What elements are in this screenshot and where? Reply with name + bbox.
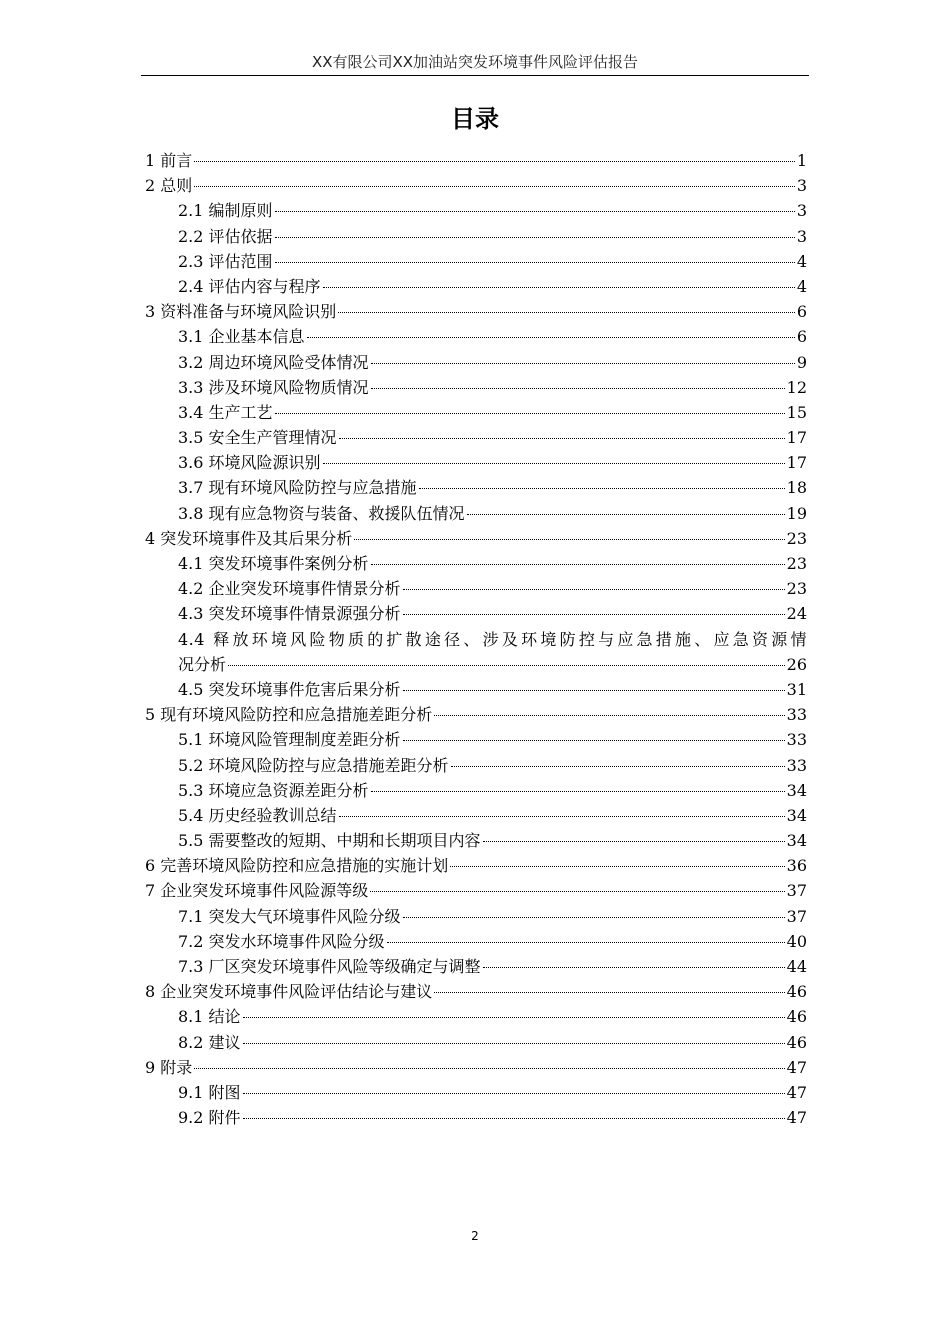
dot-leader — [339, 438, 785, 439]
toc-entry-label-continued — [178, 652, 807, 677]
toc-entry-page: 44 — [786, 957, 807, 977]
dot-leader — [243, 1118, 785, 1119]
toc-entry-page: 40 — [786, 931, 807, 951]
toc-entry-page: 6 — [796, 302, 807, 322]
toc-entry-label: 3.2 周边环境风险受体情况 — [178, 352, 369, 372]
toc-entry-label: 8 企业突发环境事件风险评估结论与建议 — [145, 982, 433, 1002]
toc-entry-label: 4.1 突发环境事件案例分析 — [178, 554, 369, 573]
dot-leader — [194, 186, 795, 187]
toc-entry-page: 47 — [786, 1108, 807, 1128]
toc-entry-page: 46 — [786, 982, 807, 1002]
dot-leader — [275, 262, 795, 263]
toc-entry[interactable] — [145, 803, 807, 828]
toc-entry-label: 7.2 突发水环境事件风险分级 — [178, 931, 385, 951]
toc-entry[interactable] — [145, 224, 807, 249]
toc-entry-label: 5 现有环境风险防控和应急措施差距分析 — [145, 705, 433, 725]
toc-entry-page: 23 — [786, 528, 807, 548]
toc-entry-page: 12 — [786, 377, 807, 397]
toc-entry-page: 3 — [796, 226, 807, 246]
toc-entry[interactable] — [145, 375, 807, 400]
toc-entry-page: 6 — [796, 327, 807, 347]
dot-leader — [371, 564, 785, 565]
toc-entry[interactable] — [145, 450, 807, 475]
dot-leader — [371, 791, 785, 792]
toc-entry-label: 3.4 生产工艺 — [178, 402, 273, 422]
toc-entry[interactable] — [145, 198, 807, 223]
dot-leader — [403, 690, 785, 691]
toc-entry-label: 4.2 企业突发环境事件情景分析 — [178, 579, 401, 599]
toc-entry[interactable] — [145, 1004, 807, 1029]
toc-entry-page: 36 — [786, 856, 807, 876]
toc-entry-label: 2.3 评估范围 — [178, 251, 273, 271]
dot-leader — [275, 211, 795, 212]
toc-entry[interactable] — [145, 425, 807, 450]
dot-leader — [194, 1068, 784, 1069]
toc-entry-page: 17 — [786, 428, 807, 448]
toc-entry-page: 9 — [796, 352, 807, 372]
dot-leader — [371, 388, 785, 389]
toc-entry-label: 3.3 涉及环境风险物质情况 — [178, 377, 369, 397]
toc-entry-label-continuation: 况分析 — [178, 654, 227, 674]
dot-leader — [243, 1043, 785, 1044]
toc-entry-page: 3 — [796, 176, 807, 196]
toc-entry[interactable] — [145, 1105, 807, 1130]
header-divider — [141, 75, 809, 76]
toc-entry-page: 4 — [796, 251, 807, 271]
toc-entry-page: 33 — [786, 705, 807, 725]
toc-entry[interactable] — [145, 576, 807, 601]
page-title: 目录 — [451, 105, 499, 133]
toc-entry[interactable] — [145, 929, 807, 954]
toc-entry-label: 9.1 附图 — [178, 1082, 241, 1102]
toc-entry-page: 1 — [796, 151, 807, 170]
dot-leader — [370, 891, 784, 892]
toc-entry-label: 3.7 现有环境风险防控与应急措施 — [178, 478, 417, 498]
dot-leader — [403, 614, 785, 615]
toc-entry-label: 9 附录 — [145, 1057, 193, 1077]
dot-leader — [354, 539, 784, 540]
toc-entry-label: 2.2 评估依据 — [178, 226, 273, 246]
dot-leader — [228, 665, 785, 666]
toc-entry[interactable] — [145, 853, 807, 878]
dot-leader — [275, 413, 785, 414]
dot-leader — [371, 363, 795, 364]
toc-entry[interactable] — [145, 173, 807, 198]
toc-entry-page: 19 — [786, 503, 807, 523]
toc-entry-label: 9.2 附件 — [178, 1108, 241, 1128]
dot-leader — [387, 942, 785, 943]
toc-entry-page: 23 — [786, 554, 807, 573]
toc-entry-page: 37 — [786, 906, 807, 926]
toc-entry[interactable] — [145, 727, 807, 752]
toc-entry[interactable] — [145, 350, 807, 375]
dot-leader — [243, 1017, 785, 1018]
toc-entry-label: 3.8 现有应急物资与装备、救援队伍情况 — [178, 503, 465, 523]
dot-leader — [434, 992, 784, 993]
toc-entry[interactable] — [145, 627, 807, 677]
toc-entry-label: 5.4 历史经验教训总结 — [178, 805, 337, 825]
toc-entry[interactable] — [145, 828, 807, 853]
dot-leader — [194, 161, 795, 162]
dot-leader — [307, 337, 795, 338]
toc-entry-label: 8.1 结论 — [178, 1007, 241, 1027]
toc-entry[interactable] — [145, 954, 807, 979]
toc-entry[interactable] — [145, 778, 807, 803]
toc-entry-page: 34 — [786, 805, 807, 825]
toc-entry-label: 2.1 编制原则 — [178, 201, 273, 221]
dot-leader — [323, 287, 795, 288]
dot-leader — [451, 766, 785, 767]
toc-entry-label: 3.6 环境风险源识别 — [178, 453, 321, 473]
toc-entry-page: 17 — [786, 453, 807, 473]
toc-entry-page: 47 — [786, 1082, 807, 1102]
toc-entry-label: 3.5 安全生产管理情况 — [178, 428, 337, 448]
toc-entry-label: 3.1 企业基本信息 — [178, 327, 305, 347]
toc-entry[interactable] — [145, 501, 807, 526]
toc-entry-page: 47 — [786, 1057, 807, 1077]
dot-leader — [275, 237, 795, 238]
toc-entry-label: 5.2 环境风险防控与应急措施差距分析 — [178, 755, 449, 775]
toc-entry-label: 4 突发环境事件及其后果分析 — [145, 528, 353, 548]
toc-entry-label: 4.4 释放环境风险物质的扩散途径、涉及环境防控与应急措施、应急资源情 — [178, 629, 807, 649]
toc-entry[interactable] — [145, 979, 807, 1004]
toc-entry-label: 2.4 评估内容与程序 — [178, 276, 321, 296]
dot-leader — [403, 589, 785, 590]
toc-entry-page: 34 — [786, 831, 807, 851]
toc-entry-page: 26 — [786, 654, 807, 674]
dot-leader — [338, 312, 795, 313]
toc-entry[interactable] — [145, 601, 807, 626]
toc-entry-label: 5.1 环境风险管理制度差距分析 — [178, 730, 401, 750]
toc-entry[interactable] — [145, 677, 807, 702]
toc-entry[interactable] — [145, 526, 807, 551]
toc-entry-label: 3 资料准备与环境风险识别 — [145, 302, 337, 322]
toc-entry[interactable] — [145, 551, 807, 576]
toc-entry-label: 7.1 突发大气环境事件风险分级 — [178, 906, 401, 926]
toc-entry[interactable] — [145, 274, 807, 299]
page-number: 2 — [471, 1229, 479, 1243]
dot-leader — [483, 841, 785, 842]
table-of-contents — [145, 148, 807, 1130]
toc-entry-page: 4 — [796, 276, 807, 296]
toc-entry-page: 46 — [786, 1032, 807, 1052]
toc-entry-label: 7.3 厂区突发环境事件风险等级确定与调整 — [178, 957, 481, 977]
toc-entry[interactable] — [145, 702, 807, 727]
toc-entry[interactable] — [145, 400, 807, 425]
toc-entry-page: 34 — [786, 780, 807, 800]
toc-entry[interactable] — [145, 324, 807, 349]
toc-entry-page: 33 — [786, 755, 807, 775]
toc-entry[interactable] — [145, 904, 807, 929]
toc-entry-label: 2 总则 — [145, 176, 193, 196]
toc-entry-label: 1 前言 — [145, 151, 193, 170]
toc-entry[interactable] — [145, 1030, 807, 1055]
toc-entry-label: 7 企业突发环境事件风险源等级 — [145, 881, 369, 901]
dot-leader — [450, 866, 784, 867]
toc-entry-page: 31 — [786, 679, 807, 699]
toc-entry-label: 4.5 突发环境事件危害后果分析 — [178, 679, 401, 699]
toc-entry-page: 24 — [786, 604, 807, 624]
toc-entry-page: 3 — [796, 201, 807, 221]
dot-leader — [339, 816, 785, 817]
toc-entry-page: 37 — [786, 881, 807, 901]
dot-leader — [434, 715, 784, 716]
dot-leader — [403, 740, 785, 741]
toc-entry[interactable] — [145, 1080, 807, 1105]
toc-entry-label: 5.5 需要整改的短期、中期和长期项目内容 — [178, 831, 481, 851]
dot-leader — [403, 917, 785, 918]
dot-leader — [243, 1093, 785, 1094]
toc-entry-page: 15 — [786, 402, 807, 422]
toc-entry[interactable] — [145, 148, 807, 173]
running-header: XX有限公司XX加油站突发环境事件风险评估报告 — [311, 53, 639, 71]
toc-entry-label: 4.3 突发环境事件情景源强分析 — [178, 604, 401, 624]
toc-entry[interactable] — [145, 249, 807, 274]
toc-entry-label: 5.3 环境应急资源差距分析 — [178, 780, 369, 800]
toc-entry[interactable] — [145, 1055, 807, 1080]
dot-leader — [483, 967, 785, 968]
toc-entry-page: 46 — [786, 1007, 807, 1027]
dot-leader — [419, 488, 785, 489]
toc-entry[interactable] — [145, 475, 807, 500]
toc-entry[interactable] — [145, 878, 807, 903]
toc-entry-label: 6 完善环境风险防控和应急措施的实施计划 — [145, 856, 449, 876]
toc-entry[interactable] — [145, 753, 807, 778]
toc-entry-page: 23 — [786, 579, 807, 599]
dot-leader — [467, 514, 785, 515]
toc-entry-label: 8.2 建议 — [178, 1032, 241, 1052]
dot-leader — [323, 463, 785, 464]
toc-entry-page: 18 — [786, 478, 807, 498]
toc-entry-page: 33 — [786, 730, 807, 750]
toc-entry[interactable] — [145, 299, 807, 324]
